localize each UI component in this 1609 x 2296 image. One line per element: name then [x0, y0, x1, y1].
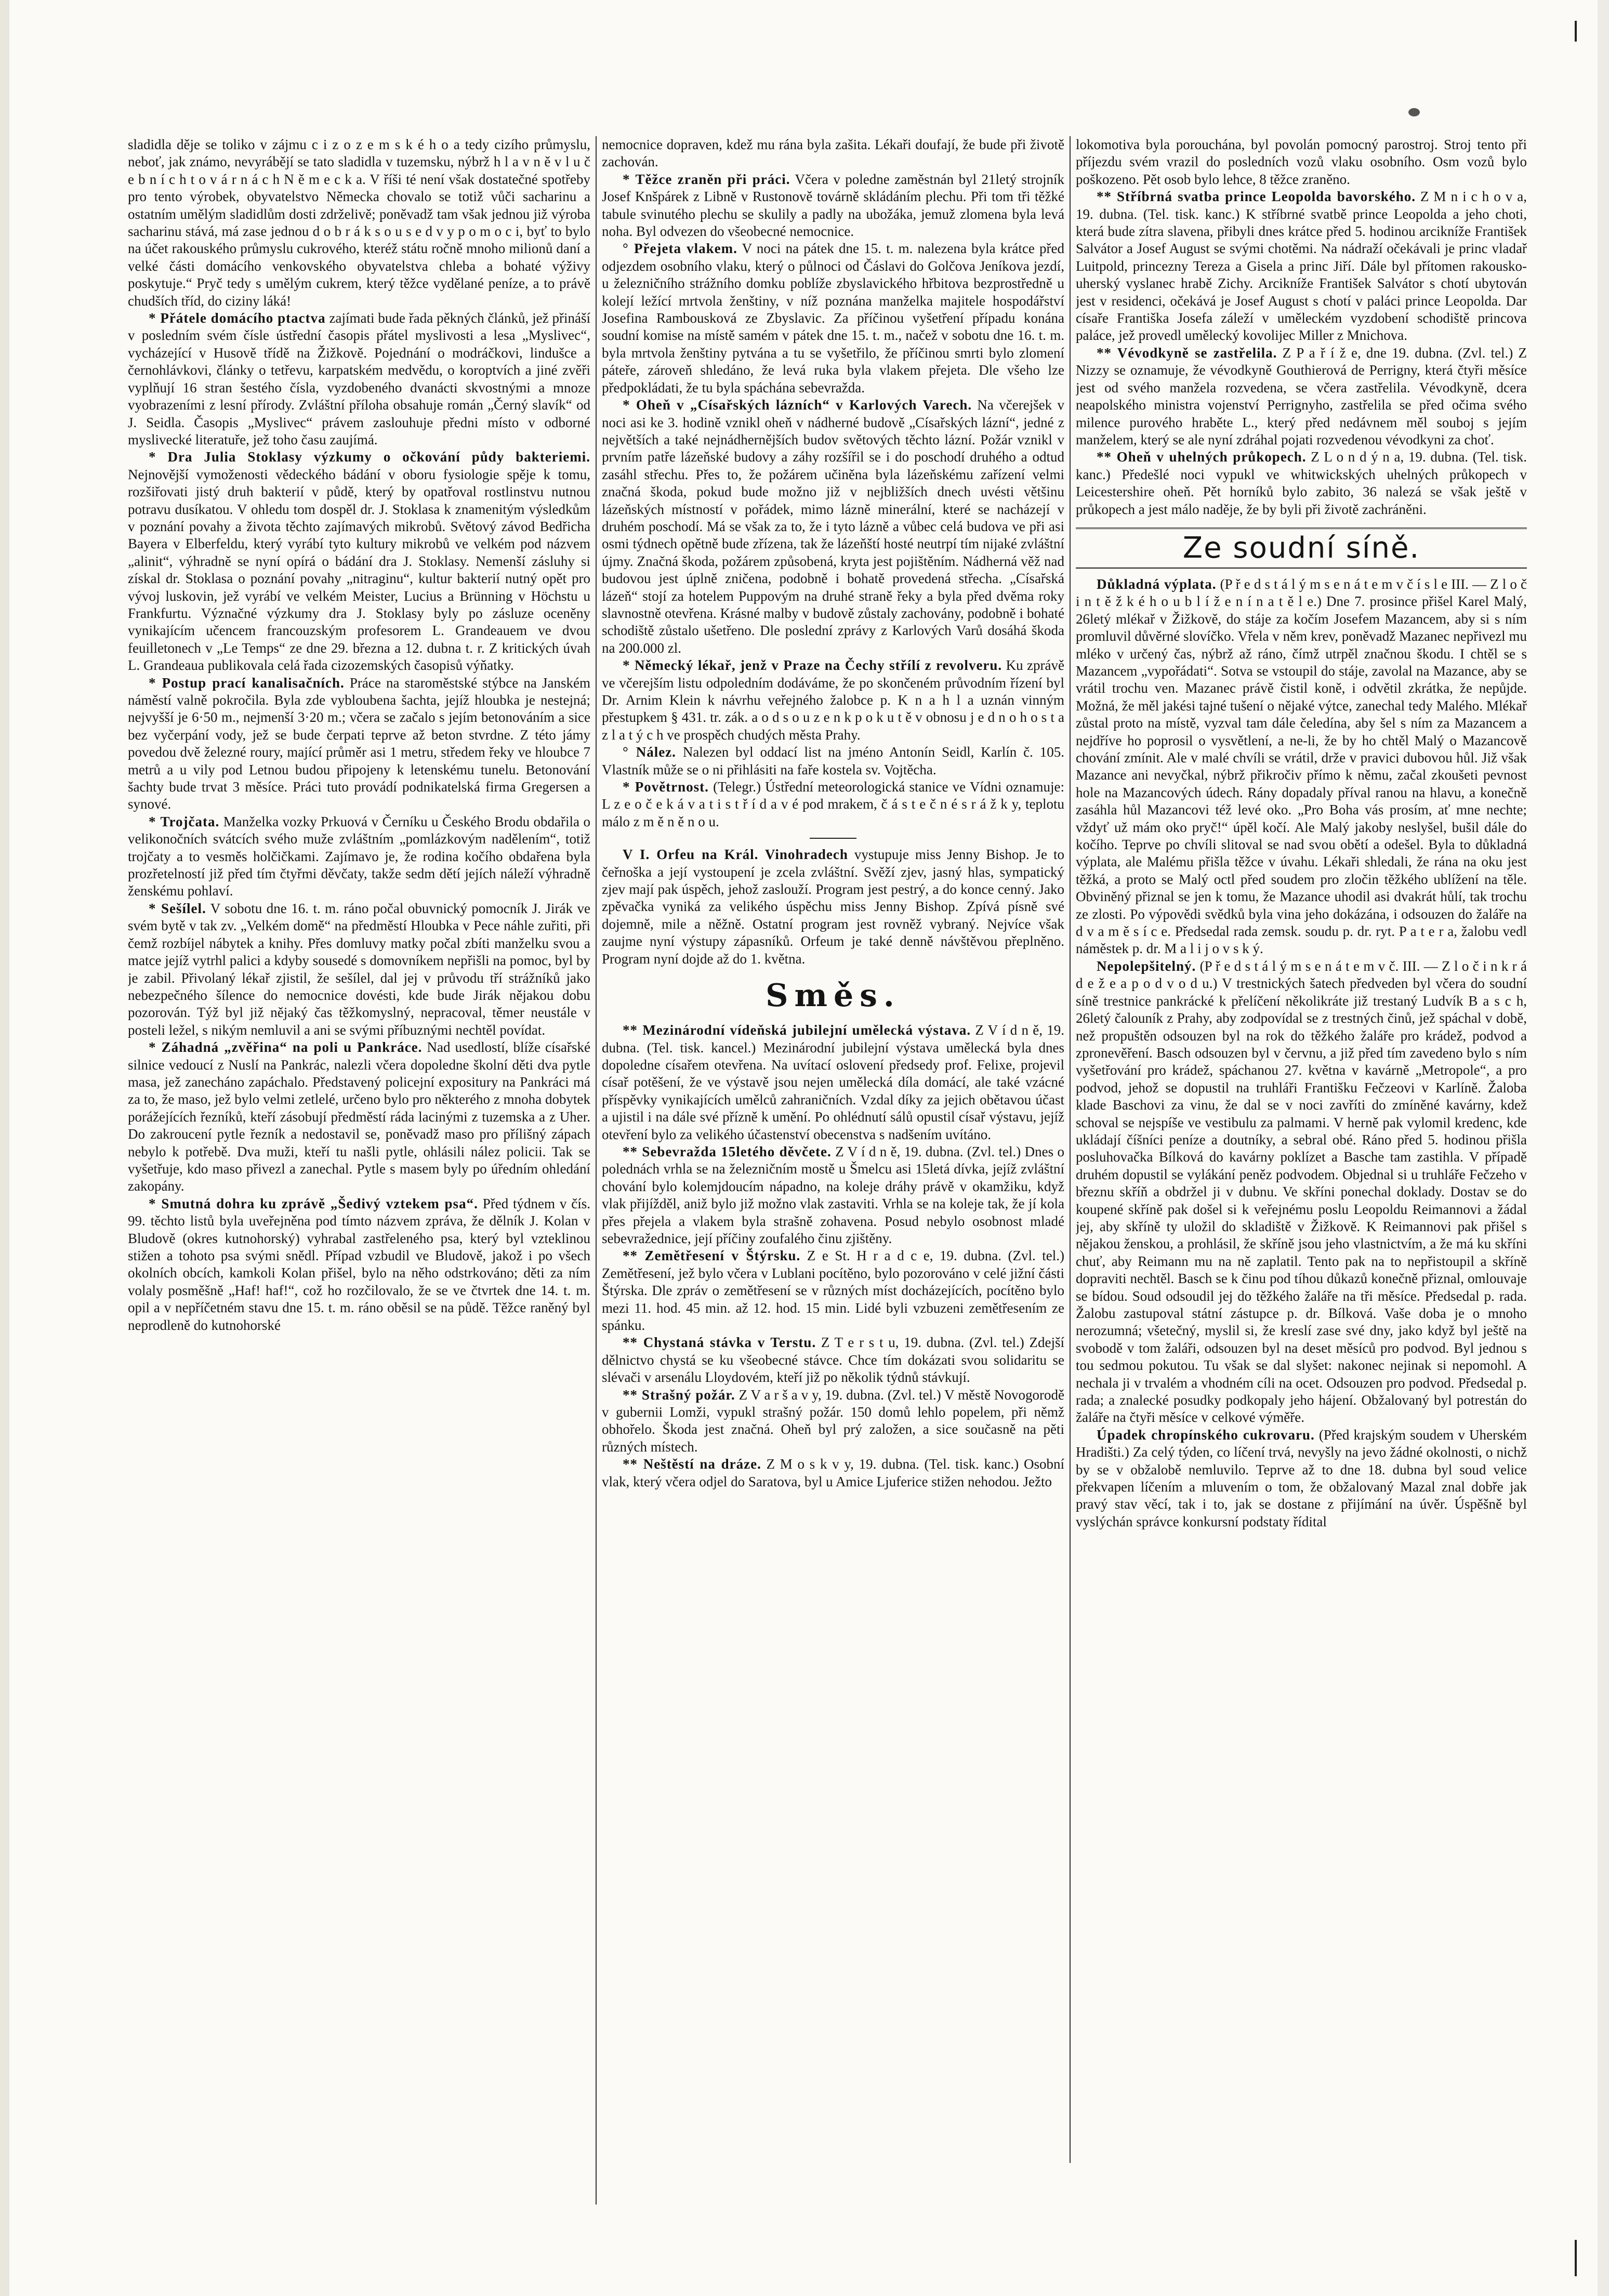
- article-body: sladidla děje se toliko v zájmu c i z o z e m s k é h o a tedy cizího průmyslu, neboť, jak známo, nevyrábějí se tato sladidla v tuzemsku, nýbrž h l a v n ě v l u č e b n í c h t o v á r n á c h N ě m e c k a. V říši té není však dostatečné spotřeby pro tento výrobek, obyvatelstvo Německa chovalo se totiž vůči sacharinu a ostatním umělým sladidlům dosti zdrželivě; poněvadž tam však jednou již výroba sacharinu stává, má zase jednou d o b r á k s o u s e d v y p o m o c i, byť to bylo na účet rakouského průmyslu cukrového, kteréž státu ročně mnoho milionů daní a velké části domácího venkovského obyvatelstva chleba a bohaté výživy poskytuje.“ Pryč tedy s umělým cukrem, který těžce vydělané peníze, a to právě chudších tříd, do ciziny láká!: [128, 137, 590, 309]
- section-divider: [810, 838, 856, 839]
- article-headline: Úpadek chropínského cukrovaru.: [1097, 1427, 1315, 1443]
- section-heading-ornate: Směs.: [766, 978, 901, 1014]
- article-headline: * Dra Julia Stoklasy výzkumy o očkování půdy bakteriemi.: [149, 449, 590, 465]
- scan-edge-right: [1598, 0, 1609, 2296]
- section-heading: Ze soudní síně.: [1076, 527, 1527, 569]
- article-body: Před týdnem v čís. 99. těchto listů byla uveřejněna pod tímto názvem zpráva, že dělník J. Kolan v Bludově (okres kutnohorský) vyhrabal zastřeleného psa, který byl vzteklinou stižen a tohoto psa svými snědl. Případ vzbudil ve Bludově, jakož i po všech okolních obcích, kamkoli Kolan přišel, bylo na něho odstrkováno; děti za ním volaly posměšně „Haf! haf!“, což ho rozčilovalo, že se ve čtvrtek dne 14. t. m. opil a v nepříčetném stavu dne 15. t. m. ráno oběsil se na půdě. Těžce raněný byl neprodleně do kutnohorské: [128, 1195, 590, 1333]
- article-headline: * Smutná dohra ku zprávě „Šedivý vztekem psa“.: [149, 1195, 478, 1211]
- article-body: (P ř e d s t á l ý m s e n á t e m v č. III. — Z l o č i n k r á d e ž e a p o d v o d u.) V trestnických šatech předveden byl včera do soudní síně trestnice pankrácké k přelíčení několikráte již trestaný Ludvík B a s c h, 26letý čalouník z Prahy, aby zodpovídal se z trestných činů, jež spáchal v době, než propuštěn odsouzen byl na rok do těžkého žaláře pro krádež, podvod a zpronevěření. Basch odsouzen byl v červnu, a již před tím zavedeno bylo s ním vyšetřování pro krádež, spáchanou 27. května v kavárně „Metropole“, a pro podvod, jehož se dopustil na truhláři Františku Fečzeovi v Karlíně. Žaloba klade Baschovi za vinu, že dal se v noci zavříti do zmíněné kavárny, kdež schoval se nejspíše ve vestibulu za palmami. V herně pak vylomil kredenc, kde ukládají číšníci peníze a doutníky, a sebral obé. Ráno před 5. hodinou přišla posluhovačka Bílková do kavárny poklízet a Basche tam zastihla. V případě druhém dopustil se vylákání peněz podvodem. Objednal si u truhláře Fečzeho v březnu skříň a obdržel ji v dubnu. Ve skříni ponechal doklady. Dostav se do koupené skříně pak došel si k veřejnému poslu Leopoldu Reimannovi a žádal jej, aby skříně ty uložil do skladiště v Žižkově. K Reimannovi pak přišel s nějakou ženskou, a prohlásil, že skříně jsou jeho vlastnictvím, a že má ku skříni chuť, aby Reimann mu na ně zaplatil. Tento pak na to nepřistoupil a skříně dopraviti nechtěl. Basch se k činu pod tíhou důkazů konečně přiznal, omlouvaje se bídou. Soud odsoudil jej do těžkého žaláře na tři měsíce. Předsedal p. rada. Žalobu zastupoval státní zástupce p. dr. Bílková. Vaše doba je o mnoho nerozumná; všetečný, myslil si, že kreslí zase své dny, jako když byl ještě na svobodě v tom žaláři, odsouzen byl na deset měsíců pro podvod. Byl jednou s tou sedmou pokutou. Tu však se dal slyšet: nakonec nejinak si nepomohl. A nechala ji v trvalém a vhodném cíli na ocet. Odsouzen pro podvod. Předsedal p. rada; a znalecké posudky podkopaly jeho hájení. Obžalovaný byl potrestán do žaláře na čtyři měsíce v celkové výměře.: [1076, 958, 1527, 1426]
- article-headline: ** Oheň v uhelných průkopech.: [1097, 449, 1307, 465]
- article-body: Nad usedlostí, blíže císařské silnice vedoucí z Nuslí na Pankrác, nalezli včera dopoledne školní děti dva pytle masa, jež zanecháno zapáchalo. Představený policejní expositury na Pankráci má za to, že maso, jež bylo velmi zetlelé, určeno bylo pro některého z mnoha dobytek porážejících řezníků, kteří zásobují předměstí ráda lacinými z tuzemska a z Uher. Do zakroucení pytle řezník a nedostavil se, poněvadž maso pro přílišný zápach nebylo k potřebě. Dva muži, kteří tu našli pytle, ohlásili nález policii. Tak se vyšetřuje, kdo maso přivezl a zanechal. Pytle s masem byly po úředním ohledání zakopány.: [128, 1039, 590, 1194]
- article-paragraph: [128, 813, 590, 900]
- article-paragraph: [128, 1195, 590, 1334]
- column-divider-left: [596, 136, 597, 2205]
- article-body: Z T e r s t u, 19. dubna. (Zvl. tel.) Zdejší dělnictvo chystá se ku všeobecné stávce. Chce tím dokázati svou solidaritu se slévači v arsenálu Lloydovém, kteří již po několik týdnů stávkují.: [602, 1335, 1064, 1385]
- scan-mark-bottom: [1575, 2240, 1577, 2276]
- article-headline: * Povětrnost.: [623, 779, 709, 795]
- article-body: Z V a r š a v y, 19. dubna. (Zvl. tel.) V městě Novogorodě v gubernii Lomži, vypukl strašný požár. 150 domů lehlo popelem, při němž obhořelo. Škoda jest značná. Oheň byl prý založen, a sice současně na pěti různých místech.: [602, 1387, 1064, 1455]
- article-body: Z V í d n ě, 19. dubna. (Zvl. tel.) Dnes o polednách vrhla se na železničním mostě u Šmelcu asi 15letá dívka, jejíž zvláštní chování bylo kolemjdoucím nápadno, na koleje dráhy právě v okamžiku, když vlak přijížděl, aniž bylo již možno vlak zastaviti. Vrhla se na koleje tak, že jí kola přes přejela a vlakem byla strašně zohavena. Posud nebylo osobnost mladé sebevražednice, její příčiny zoufalého činu zjištěny.: [602, 1143, 1064, 1246]
- article-paragraph: [1076, 345, 1527, 448]
- article-headline: ** Sebevražda 15letého děvčete.: [623, 1143, 832, 1159]
- article-headline: * Oheň v „Císařských lázních“ v Karlových Varech.: [623, 397, 972, 413]
- article-body: zajímati bude řada pěkných článků, jež přináší v posledním svém čísle ústřední časopis přátel myslivosti a lesa „Myslivec“, vycházející v Husově třídě na Žižkově. Pojednání o modráčkovi, lindušce a černohlávkovi, články o tetřevu, karpatském medvědu, o koroptvích a jiné zvěři vyplňují 16 stran šestého čísla, vyzdobeného dvanácti skvostnými a mnoze vyobrazeními z lesní přírody. Zvláštní příloha obsahuje román „Černý slavík“ od J. Seidla. Časopis „Myslivec“ právem zaslouhuje předni místo v odborné myslivecké literatuře, jež toho času zaujímá.: [128, 310, 590, 447]
- article-body: Ku zprávě ve včerejším listu odpoledním dodáváme, že po skončeném průvodním řízení byl Dr. Arnim Klein k návrhu veřejného žalobce p. K n a h l a uznán vinným přestupkem § 431. tr. zák. a o d s o u z e n k p o k u t ě v obnosu j e d n o h o s t a z l a t ý c h ve prospěch chudých města Prahy.: [602, 657, 1064, 743]
- article-paragraph: [128, 448, 590, 674]
- article-headline: * Záhadná „zvěřina“ na poli u Pankráce.: [149, 1039, 423, 1055]
- article-body: V noci na pátek dne 15. t. m. nalezena byla krátce před odjezdem osobního vlaku, který o půlnoci od Čáslavi do Golčova Jeníkova jezdí, u železničního strážního domku poblíže zbyslavického hřbitova bezprostředně u kolejí ležící mrtvola ženštiny, v níž poznána manželka majitele hospodářství Josefina Rambousková ze Zbyslavic. Za příčinou vyšetření případu konána soudní komise na místě samém v pátek dne 15. t. m., načež v sobotu dne 16. t. m. byla mrtvola ženštiny pytvána a tu se vyšetřilo, že příčinou smrti bylo zlomení páteře, zároveň shledáno, že levá ruka byla vlakem přejeta. Dle všeho lze předpokládati, že tu byla spáchána sebevražda.: [602, 241, 1064, 395]
- article-paragraph: [1076, 958, 1527, 1427]
- article-paragraph: [1076, 136, 1527, 188]
- article-paragraph: [602, 136, 1064, 171]
- article-headline: ** Strašný požár.: [623, 1387, 735, 1403]
- article-body: Nejnovější vymoženosti vědeckého bádání v oboru fysiologie spěje k tomu, rozšiřovati jistý druh bakterií v půdě, který by opatřoval rostlinstvu nutnou potravu dusíkatou. V ohledu tom dospěl dr. J. Stoklasa k znamenitým výsledkům v poznání povahy a života těchto zajímavých mikrobů. Světový závod Bedřicha Bayera v Elberfeldu, který vyrábí tyto kultury mikrobů ve velkém pod názvem „alinit“, výhradně se nyní opírá o bádání dra J. Stoklasy. Nemenší zásluhy si získal dr. Stoklasa o poznání povahy „nitraginu“, kultur bakterií nutný opět pro vývoj luskovin, jež vyrábí ve velkém Meister, Lucius a Brünning v Höchstu u Frankfurtu. Význačné výzkumy dra J. Stoklasy byly po zásluze oceněny vynikajícím učencem francouzským profesorem L. Grandeauem ve dvou feuilletonech v „Le Temps“ ze dne 29. března a 12. dubna t. r. Z kritických úvah L. Grandeaua publikovala celá řada cizozemských časopisů výňatky.: [128, 466, 590, 674]
- article-body: V sobotu dne 16. t. m. ráno počal obuvnický pomocník J. Jirák ve svém bytě v tak zv. „Velkém domě“ na předměstí Hloubka v Pece náhle zuřiti, při čemž rozbíjel nábytek a knihy. Přes domluvy matky počal zbíti manželku svou a matce jejíž vytrhl palici a kdyby sousedé s domovníkem nepřišli na pomoc, byl by je zabil. Přivolaný lékař zjistil, že sešílel, dal jej v průvodu tří strážníků jako nebezpečného šílence do nemocnice dovésti, kde bude Jirák nějakou dobu pozorován. Týž byl již nějaký čas těžkomyslný, nepracoval, těmer neustále v posteli ležel, s nikým nemluvil a ani se svými příbuznými nechtěl povídat.: [128, 900, 590, 1038]
- scan-mark-top: [1575, 21, 1577, 42]
- article-body: (Telegr.) Ústřední meteorologická stanice ve Vídni oznamuje: L z e o č e k á v a t i s t ř í d a v é pod mrakem, č á s t e č n é s r á ž k y, teplotu málo z m ě n ě n o u.: [602, 779, 1064, 829]
- article-body: Na včerejšek v noci asi ke 3. hodině vznikl oheň v nádherné budově „Císařských lázní“, jedné z největších a také nejnádhernějších budov světových těchto lázní. Požár vznikl v prvním patře lázeňské budovy a záhy rozšířil se i do poschodí druhého a odtud zasáhl střechu. Přes to, že požárem učiněna byla lázeňskému zařízení velmi značná škoda, pokud bude možno již v nejbližších dnech uvésti většinu lázeňských místností v pořádek, mimo lázně minerální, které se nacházejí v druhém poschodí. Má se však za to, že i tyto lázně a vůbec celá budova ve při asi osmi týdnech opětně bude zřízena, tak že lázeňští hosté neutrpí tím nijaké zvláštní újmy. Značná škoda, požárem způsobená, kryta jest pojištěním. Nádherná věž nad budovou jest úplně zničena, podobně i bohatě provedená střecha. „Císařská lázeň“ stojí za hotelem Puppovým na druhé straně řeky a byla před dvěma roky slavnostně otevřena. Krásné malby v budově zůstaly zachovány, podobně i bohaté schodiště zůstalo ušetřeno. Dle poslední zprávy z Karlových Varů dosáhá škoda na 200.000 zl.: [602, 397, 1064, 656]
- article-paragraph: [602, 171, 1064, 241]
- article-paragraph: [1076, 188, 1527, 345]
- article-body: Práce na staroměstské stýbce na Janském náměstí valně pokročila. Byla zde vybloubena šachta, jejíž hloubka je nestejná; nejvyšší je 6·50 m., nejmenší 3·20 m.; včera se začalo s jejím betonováním a sice bez vyčerpání vody, jež se bude čerpati teprve až beton stvrdne. Z této jámy povedou dvě železné roury, mající průměr asi 1 metru, středem řeky ve hloubce 7 metrů a u vily pod Letnou budou připojeny k letenskému tunelu. Betonování šachty bude trvat 3 měsíce. Práci tuto provádí podnikatelská firma Gregersen a synové.: [128, 675, 590, 812]
- column-middle: [602, 136, 1064, 2163]
- article-headline: ** Mezinárodní vídeňská jubilejní umělecká výstava.: [623, 1022, 971, 1038]
- article-headline: * Sešílel.: [149, 900, 206, 916]
- article-paragraph: [602, 1143, 1064, 1247]
- article-paragraph: [602, 397, 1064, 657]
- article-body: Z M n i c h o v a, 19. dubna. (Tel. tisk. kanc.) K stříbrné svatbě prince Leopolda a jeho choti, která bude zítra slavena, přibyli dnes krátce před 5. hodinou arcikníže František Salvátor a Josef August se svými chotěmi. Na nádraží očekávali je princ vladař Luitpold, princezny Tereza a Gisela a princ Jiří. Dále byl přítomen rakousko-uherský vyslanec hrabě Zichy. Arcikníže František Salvátor s chotí ubytován jest v residenci, očekává je Josef August s chotí v paláci prince Leopolda. Dar císaře Františka Josefa záleží v uměleckém vyzdobení schodiště princova paláce, jež provedl umělecký kovolijec Miller z Mnichova.: [1076, 189, 1527, 344]
- article-headline: * Postup prací kanalisačních.: [149, 675, 345, 691]
- article-paragraph: [1076, 448, 1527, 518]
- article-paragraph: [602, 846, 1064, 968]
- article-paragraph: [128, 136, 590, 310]
- column-right: [1076, 136, 1527, 2163]
- article-body: (Před krajským soudem v Uherském Hradišti.) Za celý týden, co líčení trvá, nevyšly na jevo žádné okolnosti, o nichž by se v obžalobě nemluvilo. Teprve až to dne 18. dubna byl soud velice překvapen líčením a mluvením o tom, že obžalovaný Mazal znal dobře jak pravý stav věcí, tak i to, jak se dostane z přijímání na úvěr. Úspěšně byl vyslýchán správce konkursní podstaty řídital: [1076, 1427, 1527, 1529]
- article-body: (P ř e d s t á l ý m s e n á t e m v č í s l e III. — Z l o č i n t ě ž k é h o u b l í ž e n í n a t ě l e.) Dne 7. prosince přišel Karel Malý, 26letý mlékař v Žižkově, do stáje za kočím Josefem Mazancem, aby si s ním promluvil důvěrné slovíčko. Vřela v něm krev, poněvadž Mazanec nepřivezl mu mléko v určený čas, nýbrž až ráno, čímž utrpěl značnou škodu. I chtěl se s Mazancem „vypořádati“. Sotva se vstoupil do stáje, zavolal na Mazance, aby se vrátil trochu ven. Mazanec právě čistil koně, i odvětil zkrátka, že nepůjde. Možná, že měl jakési tajné tušení o nějaké výtce, zanechal tedy Malého. Mlékař zůstal proto na místě, vyzval tam dále čeledína, aby šel s ním za Mazancem a nejdříve ho poprosil o vysvětlení, a ne-li, že by ho chtěl Malý o Mazancově chování zmínit. Ale v malé chvíli se vrátil, drže v pravici dubovou hůl. Již však Mazance ani nevyčkal, nýbrž přikročiv přímo k němu, začal zkoušeti pevnost hole na Mazancových údech. Rány dopadaly příval ranou na hlavu, a konečně zasáhla hůl Mazancovi též levé oko. „Pro Boha vás prosím, ať mne nechte; vždyť už mám oko pryč!“ úpěl kočí. Ale Malý jakoby neslyšel, bušil dále do kočího. Teprve po chvíli slitoval se nad svou obětí a odešel. Byla to důkladná výplata, ale Malému přišla těžce v úvahu. Lékaři shledali, že rána na oku jest těžká, a proto se Malý octl před soudem pro zločin těžkého ublížení na těle. Obviněný přiznal se jen k tomu, že Mazance uhodil asi dvakrát hůlí, tak trochu ze zlosti. Po výpovědi svědků byla vina jeho dokázána, i odsouzen do žaláře na d v a m ě s í c e. Předsedal rada zemsk. soudu p. dr. ryt. P a t e r a, žalobu vedl náměstek p. dr. M a l i j o v s k ý.: [1076, 576, 1527, 957]
- article-body: nemocnice dopraven, kdež mu rána byla zašita. Lékaři doufají, že bude při životě zachován.: [602, 137, 1064, 170]
- article-paragraph: [602, 240, 1064, 397]
- article-paragraph: [128, 310, 590, 448]
- article-body: Nalezen byl oddací list na jméno Antonín Seidl, Karlín č. 105. Vlastník může se o ni přihlásiti na faře kostela sv. Vojtěcha.: [602, 744, 1064, 777]
- column-left: [128, 136, 590, 2267]
- paper-blemish: [1408, 108, 1420, 116]
- article-paragraph: [602, 657, 1064, 744]
- article-body: vystupuje miss Jenny Bishop. Je to čeřnoška a její vystoupení je zcela zvláštní. Svěží zjev, jasný hlas, sympatický zjev mají pak úspěch, jehož zaslouží. Program jest pestrý, a do konce cenný. Jako zpěvačka vyniká za velikého úspěchu miss Jenny Bishop. Zpívá písně své dojemně, mile a něžně. Ostatní program jest rovněž vybraný. Nejvíce však zaujme nyní výstupy zápasníků. Orfeum je také denně návštěvou přeplněno. Program nyní dojde až do 1. května.: [602, 847, 1064, 967]
- article-body: Z P a ř í ž e, dne 19. dubna. (Zvl. tel.) Z Nizzy se oznamuje, že vévodkyně Gouthierová de Perrigny, která čtyři měsíce jest od svého manžela rozvedena, se včera zastřelila. Vévodkyně, dcera neapolského ministra vojenství Perrignyho, zastřelila se před očima svého milence purového hraběte L., který před nedávnem měl souboj s jejím manželem, který se ale nyní zdráhal pojati rozvedenou vévodkyni za choť.: [1076, 345, 1527, 447]
- column-divider-right: [1070, 136, 1071, 2163]
- article-headline: ** Zemětřesení v Štýrsku.: [623, 1248, 801, 1264]
- article-paragraph: [602, 1247, 1064, 1334]
- article-headline: ** Vévodkyně se zastřelila.: [1097, 345, 1277, 361]
- article-paragraph: [128, 675, 590, 813]
- article-headline: ** Stříbrná svatba prince Leopolda bavorského.: [1097, 189, 1416, 205]
- article-paragraph: [602, 1334, 1064, 1386]
- article-headline: * Přátele domácího ptactva: [149, 310, 326, 326]
- article-paragraph: [602, 1456, 1064, 1490]
- article-headline: Důkladná výplata.: [1097, 576, 1217, 592]
- article-body: Z e St. H r a d c e, 19. dubna. (Zvl. tel.) Zemětřesení, jež bylo včera v Lublani pocítěno, bylo pozorováno v celé jižní části Štýrska. Dle zpráv o zemětřesení se v různých míst docházejících, pocítěno bylo mezi 11. hod. 45 min. až 12. hod. 15 min. Lidé byli vzbuzeni zemětřesením ze spánku.: [602, 1248, 1064, 1333]
- article-body: Z M o s k v y, 19. dubna. (Tel. tisk. kanc.) Osobní vlak, který včera odjel do Saratova, byl u Amice Ljuferice stižen nehodou. Ježto: [602, 1456, 1064, 1489]
- article-headline: ** Neštěstí na dráze.: [623, 1456, 761, 1472]
- article-body: Z L o n d ý n a, 19. dubna. (Tel. tisk. kanc.) Předešlé noci vypukl ve whitwickských uhelných průkopech v Leicestershire oheň. Pět horníků bylo zabito, 36 nalezá se však ještě v průkopech a jest málo naděje, že by byli při životě zachráněni.: [1076, 449, 1527, 517]
- article-paragraph: [602, 744, 1064, 778]
- article-paragraph: [128, 1039, 590, 1195]
- article-body: Včera v poledne zaměstnán byl 21letý strojník Josef Knšpárek z Libně v Rustonově továrně skládáním plechu. Při tom tři těžké tabule svinutého plechu se skulily a padly na ubožáka, jemuž zlomena byla levá noha. Byl odvezen do všeobecné nemocnice.: [602, 171, 1064, 240]
- article-headline: Nepolepšitelný.: [1097, 958, 1196, 974]
- article-headline: * Trojčata.: [149, 813, 220, 829]
- article-headline: V I. Orfeu na Král. Vinohradech: [623, 847, 848, 863]
- article-headline: * Německý lékař, jenž v Praze na Čechy střílí z revolveru.: [623, 657, 1003, 674]
- article-paragraph: [1076, 576, 1527, 958]
- article-headline: * Těžce zraněn při práci.: [623, 171, 790, 187]
- article-paragraph: [1076, 1427, 1527, 1530]
- article-headline: ** Chystaná stávka v Terstu.: [623, 1335, 816, 1351]
- article-paragraph: [602, 1387, 1064, 1456]
- article-paragraph: [602, 778, 1064, 830]
- article-paragraph: [128, 900, 590, 1039]
- article-body: Z V í d n ě, 19. dubna. (Tel. tisk. kancel.) Mezinárodní jubilejní výstava umělecká byla dnes dopoledne císařem otevřena. Na uvítací oslovení předsedy prof. Felixe, projevil císař potěšení, že ve výstavě jsou nejen umělecká díla domácí, ale také vzácné příspěvky vynikajících umělců zahraničních. Vzdal díky za jejich obětavou účast a ujistil i na dále své přízně k umění. Po ohlédnutí sálů opustil císař výstavu, jejíž otevření bylo za velikého účastenství obecenstva s nadšením uvítáno.: [602, 1022, 1064, 1142]
- article-headline: ° Nález.: [623, 744, 676, 760]
- article-paragraph: [602, 1022, 1064, 1143]
- article-body: lokomotiva byla porouchána, byl povolán pomocný parostroj. Stroj tento při příjezdu svém vrazil do posledních vozů vlaku osobního. Osm vozů bylo poškozeno. Pět osob bylo lehce, 8 těžce zraněno.: [1076, 137, 1527, 187]
- scan-edge-left: [0, 0, 9, 2296]
- article-headline: ° Přejeta vlakem.: [623, 241, 737, 257]
- article-body: Manželka vozky Prkuová v Černíku u Českého Brodu obdařila o velikonočních svátcích svého muže zvláštním „pomlázkovým nadělením“, totiž trojčaty a to vesměs holčičkami. Zajímavo je, že rodina kočího obdařena byla prozřetelností již před tím čtyřmi děvčaty, takže sedm dětí jejích náleží výhradně ženskému pohlaví.: [128, 813, 590, 899]
